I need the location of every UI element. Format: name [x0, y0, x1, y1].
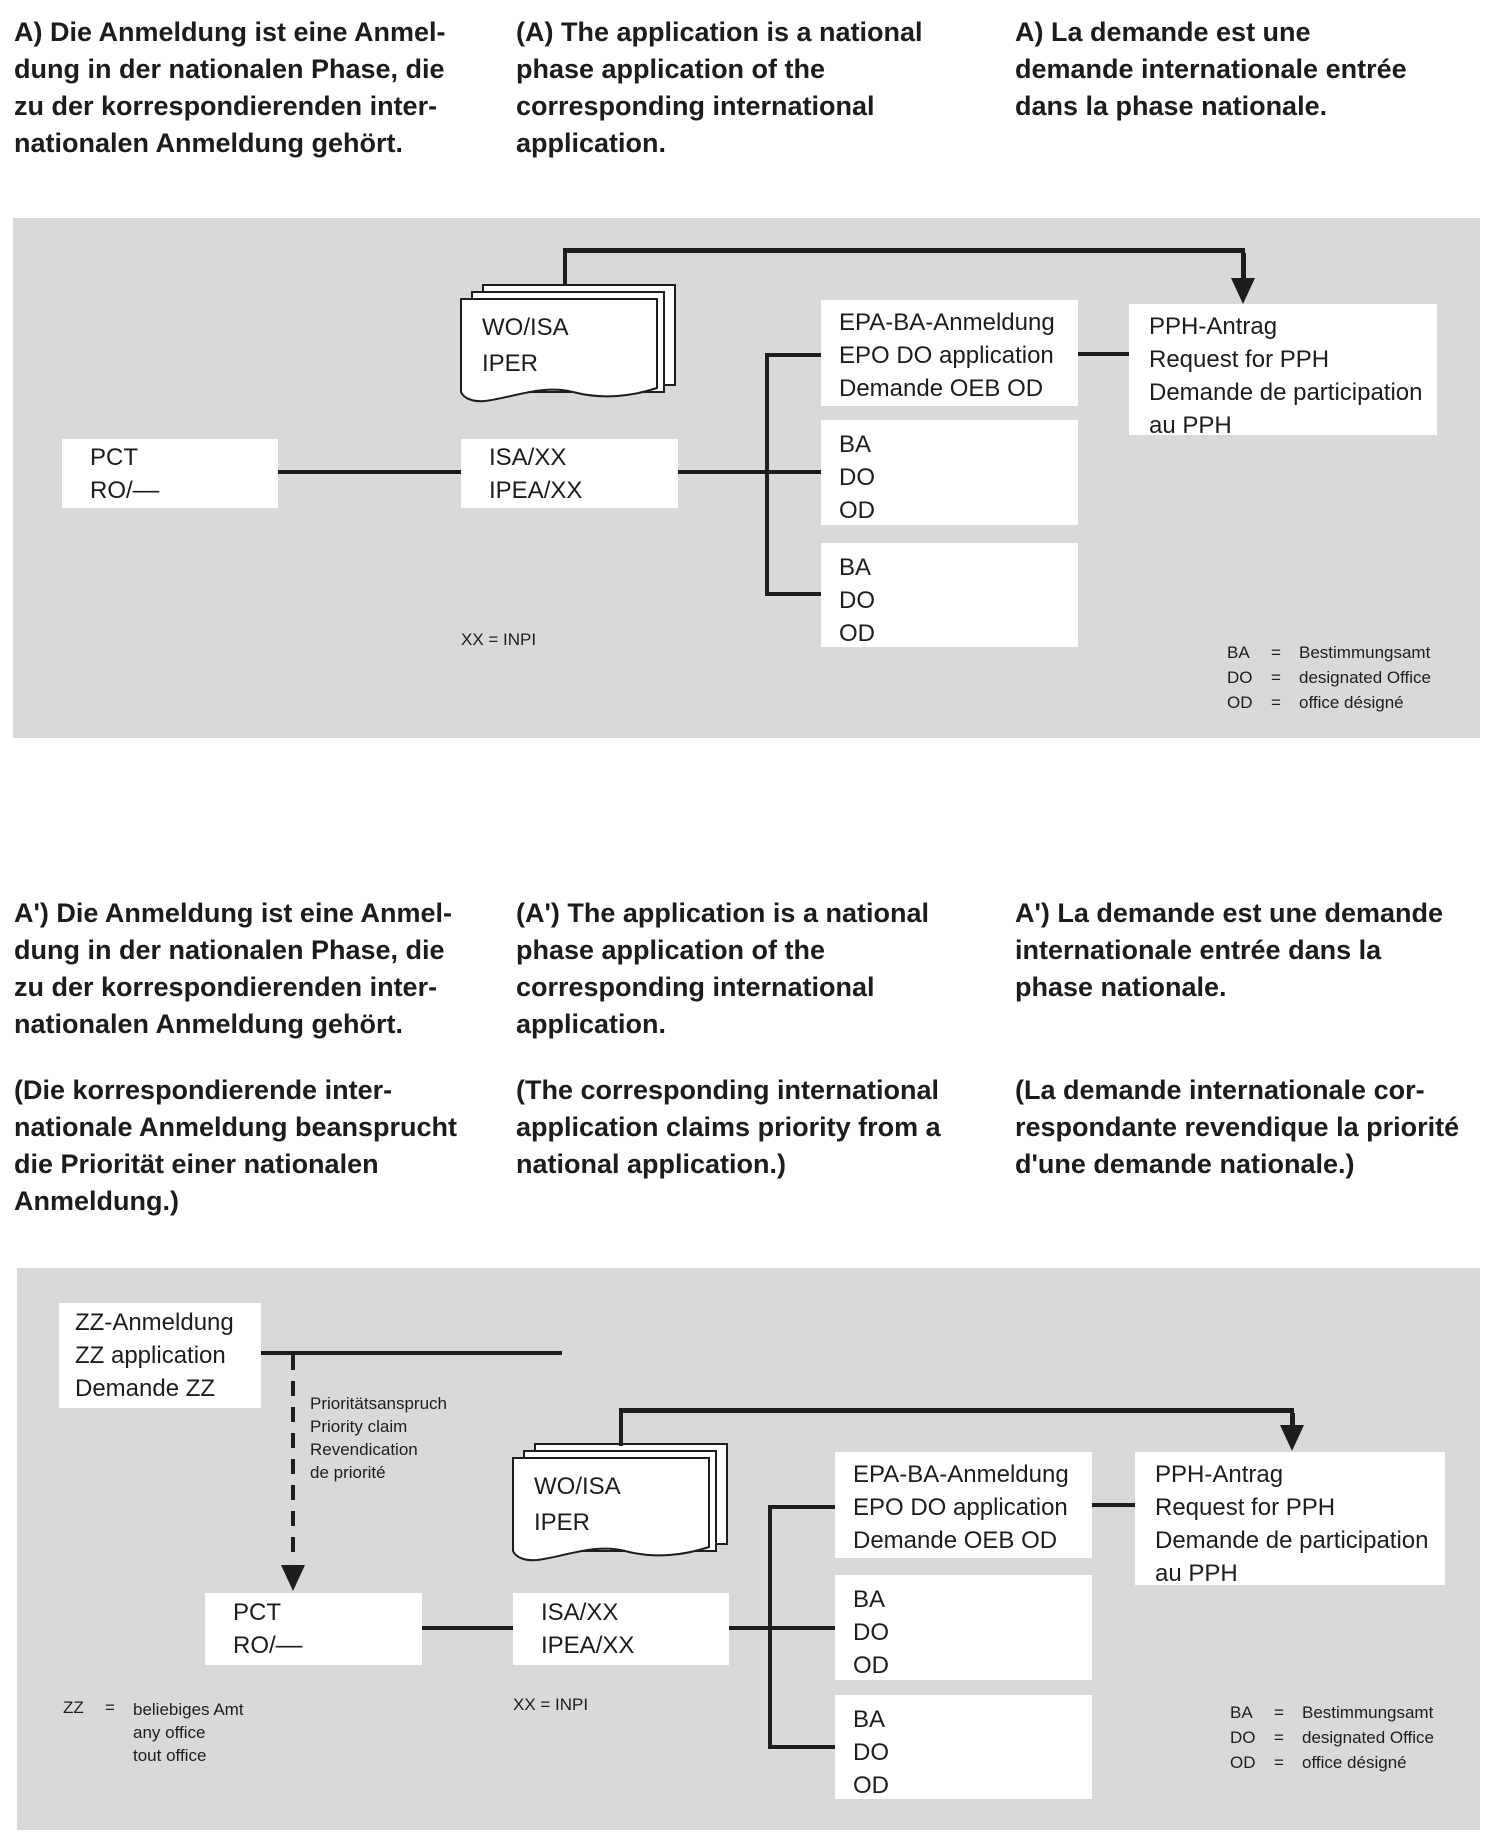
connector-top-horizontal-line-2 [619, 1408, 1294, 1413]
paragraph-a-german: A) Die Anmeldung ist eine Anmel- dung in der nationalen Phase, die zu der korrespondierenden inter- nationalen Anmeldung gehört. [14, 17, 446, 158]
paragraph-a-french: A) La demande est une demande internationale entrée dans la phase nationale. [1015, 17, 1407, 121]
legend-value: designated Office [1299, 668, 1431, 687]
ba-do-od-box-3: BA DO OD [835, 1575, 1092, 1680]
priority-arrow-down-icon [281, 1565, 305, 1591]
priority-claim-label: Prioritätsanspruch Priority claim Revendication de priorité [310, 1394, 448, 1482]
legend-value: Bestimmungsamt [1299, 643, 1431, 662]
legend-eq: = [1274, 1728, 1284, 1747]
bracket-stub-epa-2 [768, 1505, 835, 1509]
connector-zz-line [261, 1351, 562, 1355]
legend-key: OD [1230, 1753, 1256, 1772]
legend-value: beliebiges Amt any office tout office [133, 1700, 244, 1765]
bracket-stub-ba2 [765, 592, 821, 596]
xx-inpi-note: XX = INPI [461, 630, 537, 649]
connector-stack-up-line [563, 250, 567, 286]
connector-pct-isa-2 [422, 1626, 513, 1630]
arrow-down-icon-2 [1280, 1425, 1304, 1451]
paragraph-a-prime-french: A') La demande est une demande internationale entrée dans la phase nationale. [1015, 898, 1444, 1002]
connector-epa-pph-2 [1092, 1503, 1135, 1507]
legend-eq: = [1271, 693, 1281, 712]
isa-ipea-box: ISA/XX IPEA/XX [461, 439, 678, 508]
ba-do-od-box-1: BA DO OD [821, 420, 1078, 525]
legend-eq: = [1271, 668, 1281, 687]
xx-inpi-note-2: XX = INPI [513, 1695, 589, 1714]
pct-ro-box-2: PCT RO/–– [205, 1593, 422, 1665]
pph-request-box: PPH-Antrag Request for PPH Demande de participation au PPH [1129, 304, 1437, 435]
isa-ipea-box-2: ISA/XX IPEA/XX [513, 1593, 729, 1665]
legend-key: BA [1230, 1703, 1253, 1722]
abbreviation-legend-2 [1230, 1703, 1434, 1773]
legend-key: DO [1230, 1728, 1256, 1747]
connector-pct-isa [278, 470, 461, 474]
connector-top-horizontal-line [563, 248, 1245, 253]
zz-legend [63, 1698, 244, 1767]
legend-eq: = [105, 1698, 115, 1717]
wo-isa-document-stack-label: WO/ISA IPER [482, 314, 569, 377]
bracket-vertical-line-2 [768, 1505, 772, 1749]
connector-arrow-stem [1241, 253, 1246, 280]
epa-do-application-box-2: EPA-BA-Anmeldung EPO DO application Demande OEB OD [835, 1452, 1092, 1558]
wo-isa-document-stack-label-2: WO/ISA IPER [534, 1473, 621, 1536]
legend-value: designated Office [1302, 1728, 1434, 1747]
legend-eq: = [1271, 643, 1281, 662]
bracket-vertical-line [765, 353, 769, 596]
legend-eq: = [1274, 1703, 1284, 1722]
paragraph-a-prime-english-note: (The corresponding international application claims priority from a national application.) [516, 1075, 941, 1179]
legend-key: OD [1227, 693, 1253, 712]
legend-value: office désigné [1302, 1753, 1407, 1772]
pph-request-box-2: PPH-Antrag Request for PPH Demande de participation au PPH [1135, 1452, 1445, 1585]
dashed-priority-arrow [291, 1355, 295, 1563]
ba-do-od-box-2: BA DO OD [821, 543, 1078, 647]
legend-key: DO [1227, 668, 1253, 687]
legend-value: office désigné [1299, 693, 1404, 712]
legend-key: ZZ [63, 1698, 84, 1717]
paragraph-a-prime-german-note: (Die korrespondierende inter- nationale Anmeldung beansprucht die Priorität einer nationalen Anmeldung.) [14, 1075, 458, 1216]
paragraph-a-english: (A) The application is a national phase application of the corresponding international application. [516, 17, 923, 158]
bracket-stub-ba2-2 [768, 1745, 835, 1749]
legend-value: Bestimmungsamt [1302, 1703, 1434, 1722]
paragraph-a-prime-english: (A') The application is a national phase application of the corresponding international application. [516, 898, 929, 1039]
zz-application-box: ZZ-Anmeldung ZZ application Demande ZZ [59, 1303, 261, 1408]
abbreviation-legend [1227, 643, 1431, 713]
arrow-down-icon [1231, 278, 1255, 304]
legend-key: BA [1227, 643, 1250, 662]
legend-eq: = [1274, 1753, 1284, 1772]
connector-stack-up-line-2 [619, 1410, 623, 1446]
ba-do-od-box-4: BA DO OD [835, 1695, 1092, 1799]
connector-isa-ba1-2 [729, 1626, 835, 1630]
paragraph-a-prime-french-note: (La demande internationale cor- respondante revendique la priorité d'une demande nationale.) [1015, 1075, 1460, 1179]
epa-do-application-box: EPA-BA-Anmeldung EPO DO application Demande OEB OD [821, 300, 1078, 406]
pct-ro-box: PCT RO/–– [62, 439, 278, 508]
connector-isa-ba1 [678, 470, 821, 474]
paragraph-a-prime-german: A') Die Anmeldung ist eine Anmel- dung in der nationalen Phase, die zu der korrespondierenden inter- nationalen Anmeldung gehört. [14, 898, 452, 1039]
connector-epa-pph [1078, 352, 1129, 356]
bracket-stub-epa [765, 353, 821, 357]
